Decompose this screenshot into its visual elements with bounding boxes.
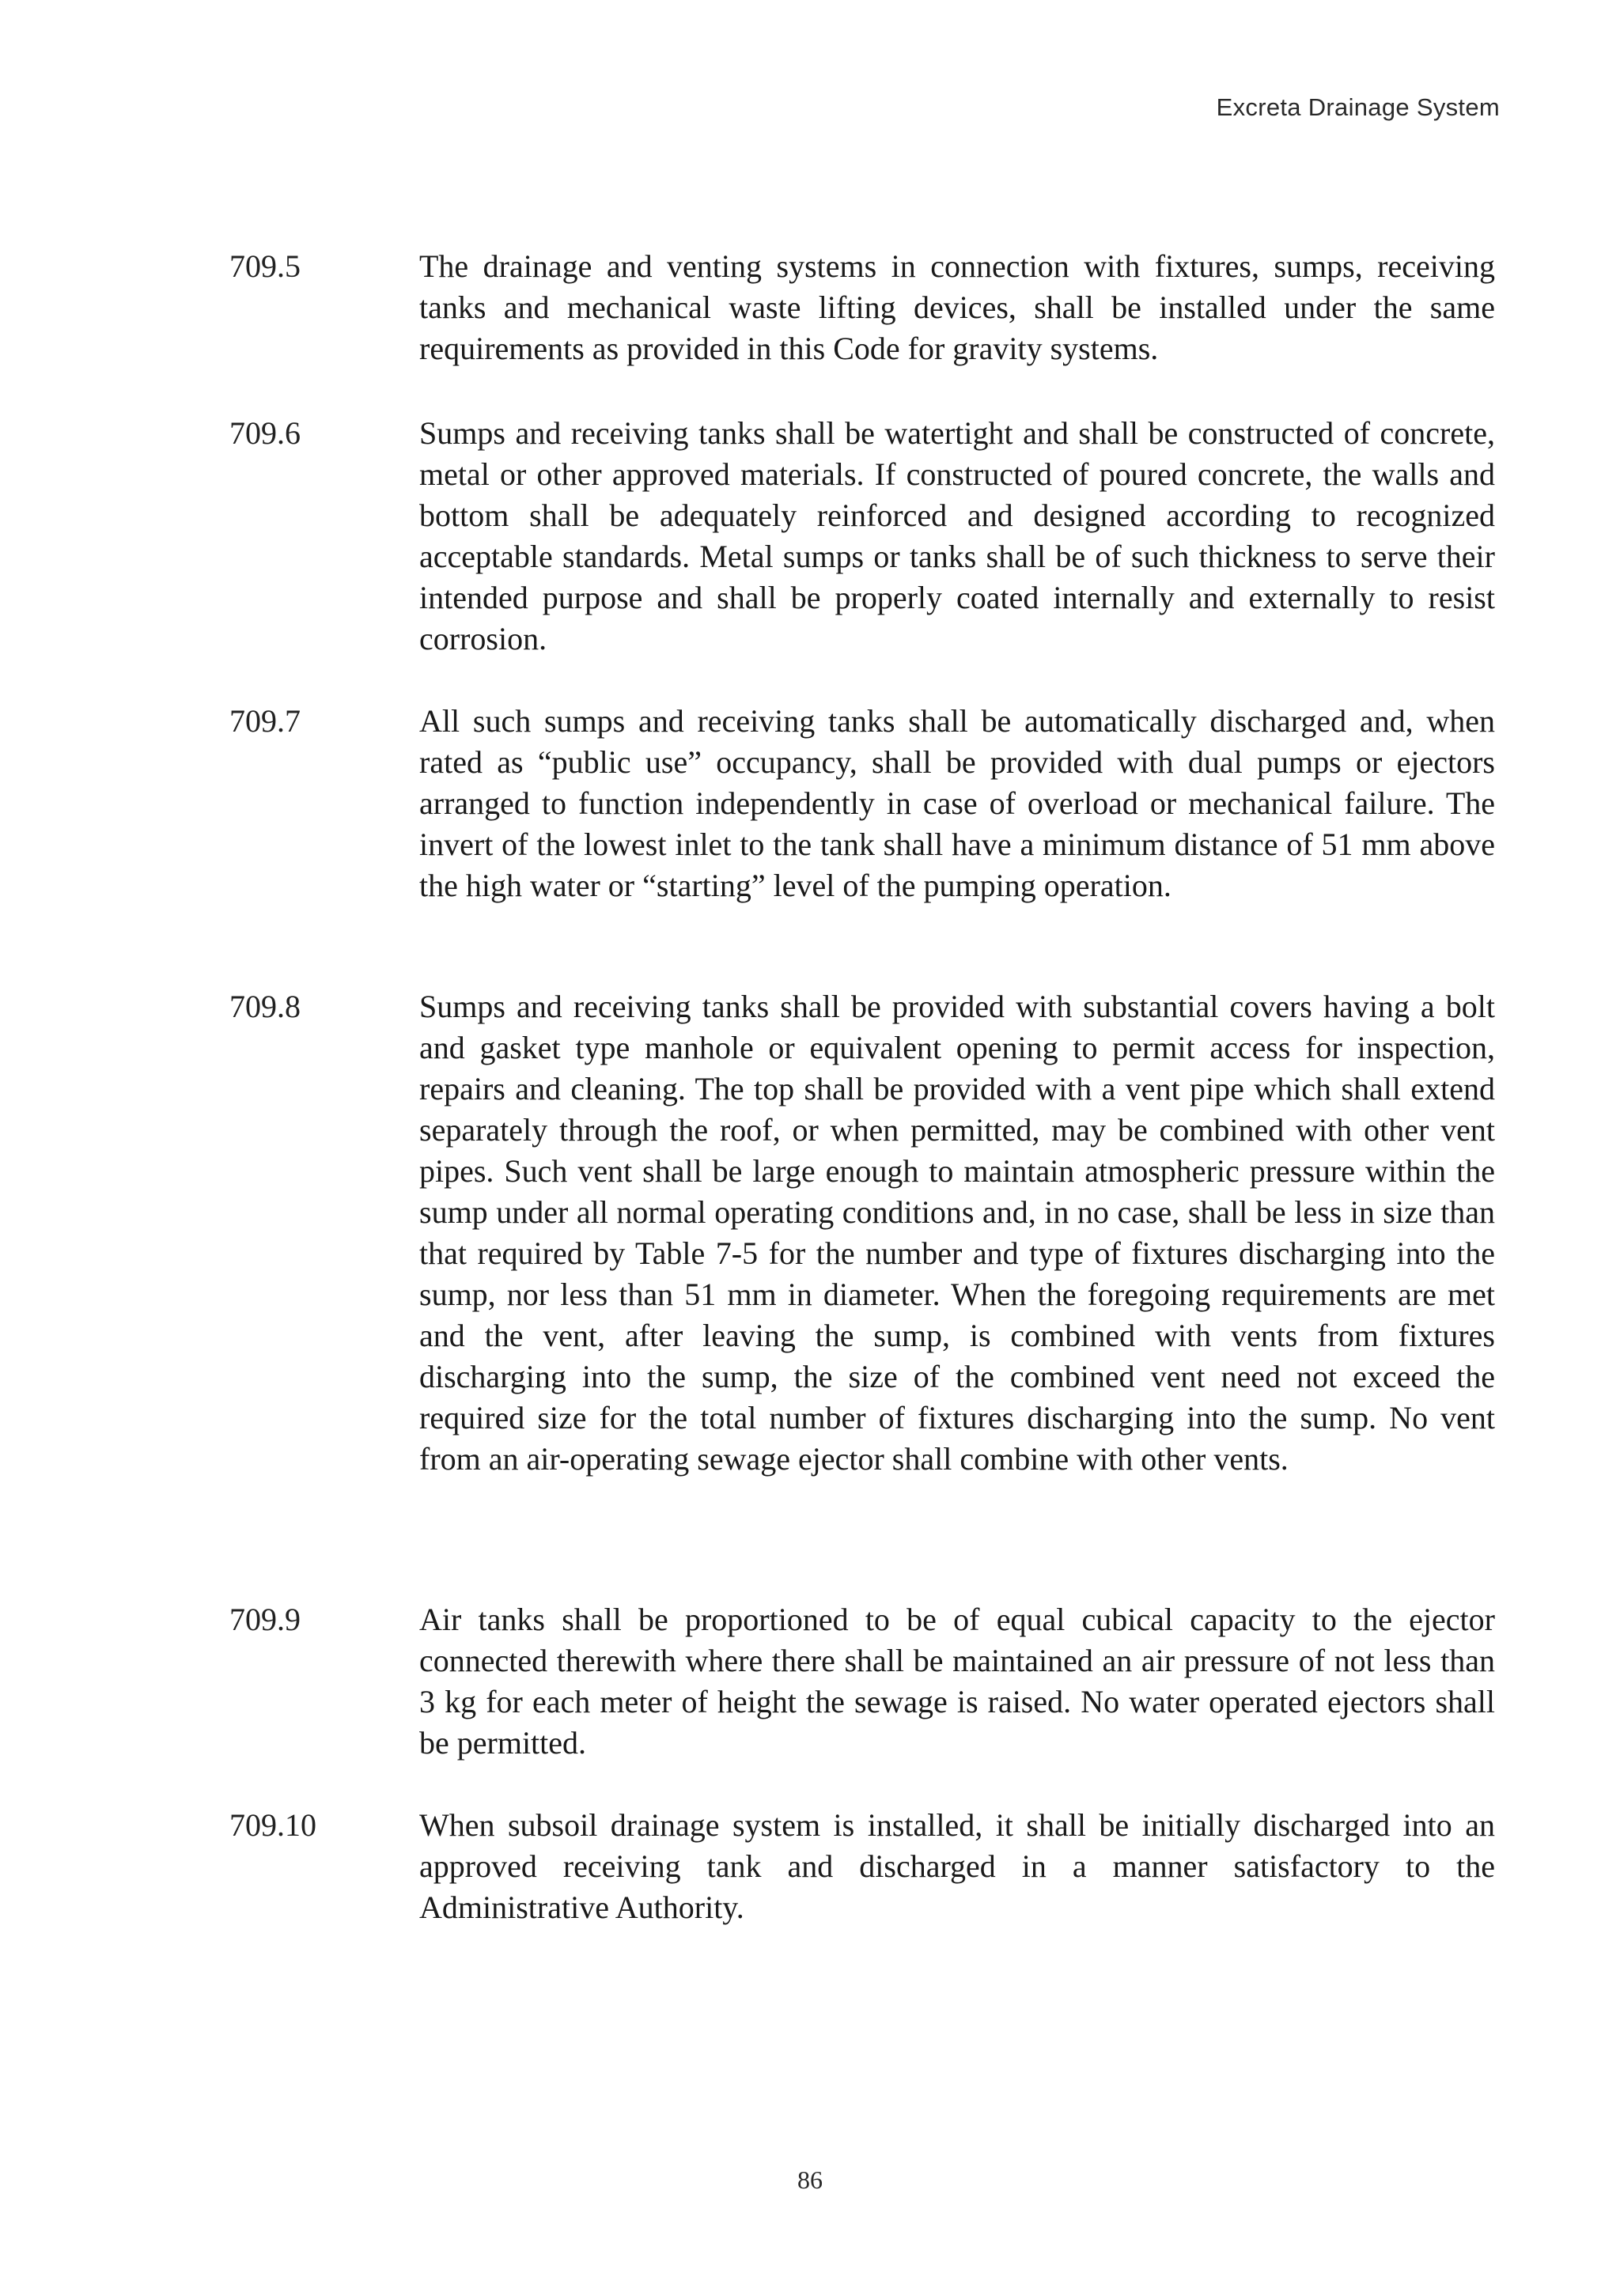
section-text: When subsoil drainage system is installed, it shall be initially discharged into an approved receiving tank and discharged in a manner satisfactory to the Administrative Authority. [419,1807,1495,1925]
running-header: Excreta Drainage System [1216,93,1500,121]
section-text: The drainage and venting systems in connection with fixtures, sumps, receiving tanks and mechanical waste lifting devices, shall be installed under the same requirements as provided in this Code for gravity systems. [419,248,1495,366]
section-number: 709.6 [229,415,301,451]
section-text: Sumps and receiving tanks shall be watertight and shall be constructed of concrete, metal or other approved materials. If constructed of poured concrete, the walls and bottom shall be adequately reinforced and designed according to recognized acceptable standards. Metal sumps or tanks shall be of such thickness to serve their intended purpose and shall be properly coated internally and externally to resist corrosion. [419,415,1495,656]
section-number: 709.9 [229,1602,301,1637]
section-number: 709.8 [229,989,301,1024]
section-text: All such sumps and receiving tanks shall be automatically discharged and, when rated as “public use” occupancy, shall be provided with dual pumps or ejectors arranged to function independently in case of overload or mechanical failure. The invert of the lowest inlet to the tank shall have a minimum distance of 51 mm above the high water or “starting” level of the pumping operation. [419,703,1495,903]
section-text: Air tanks shall be proportioned to be of equal cubical capacity to the ejector connected therewith where there shall be maintained an air pressure of not less than 3 kg for each meter of height the sewage is raised. No water operated ejectors shall be permitted. [419,1602,1495,1761]
section-text: Sumps and receiving tanks shall be provided with substantial covers having a bolt and gasket type manhole or equivalent opening to permit access for inspection, repairs and cleaning. The top shall be provided with a vent pipe which shall extend separately through the roof, or when permitted, may be combined with other vent pipes. Such vent shall be large enough to maintain atmospheric pressure within the sump under all normal operating conditions and, in no case, shall be less in size than that required by Table 7-5 for the number and type of fixtures discharging into the sump, nor less than 51 mm in diameter. When the foregoing requirements are met and the vent, after leaving the sump, is combined with vents from fixtures discharging into the sump, the size of the combined vent need not exceed the required size for the total number of fixtures discharging into the sump. No vent from an air-operating sewage ejector shall combine with other vents. [419,989,1495,1477]
section-number: 709.10 [229,1807,316,1843]
page-number: 86 [797,2166,823,2194]
section-number: 709.7 [229,703,301,739]
section-number: 709.5 [229,248,301,284]
